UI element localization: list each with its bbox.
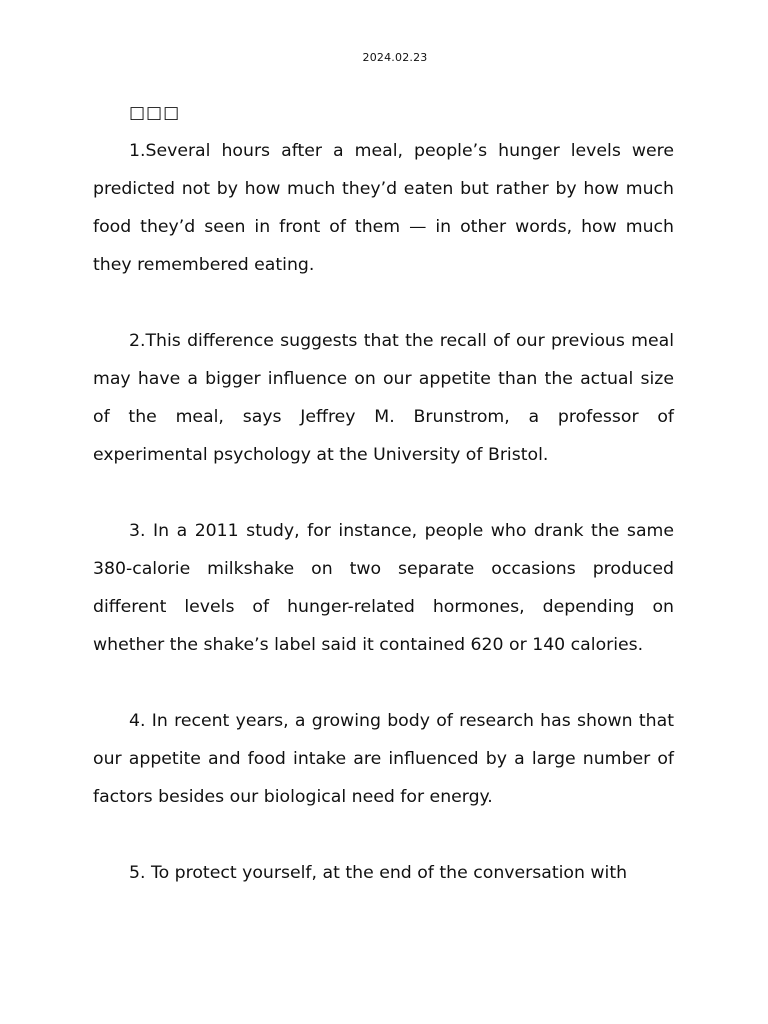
section-heading: □□□ bbox=[129, 103, 181, 123]
paragraph-5: 5. To protect yourself, at the end of the conversation with bbox=[129, 863, 628, 883]
header-date: 2024.02.23 bbox=[362, 51, 428, 64]
paragraph-2: 2.This difference suggests that the recall of our previous meal may have a bigger influence on our appetite than the actual size of the meal, says Jeffrey M. Brunstrom, a professor of experimental psychology at the University of Bristol. bbox=[93, 331, 674, 465]
paragraph-1: 1.Several hours after a meal, people’s hunger levels were predicted not by how much they’d eaten but rather by how much food they’d seen in front of them — in other words, how much they remembered eating. bbox=[93, 141, 674, 275]
paragraph-4: 4. In recent years, a growing body of research has shown that our appetite and food intake are influenced by a large number of factors besides our biological need for energy. bbox=[93, 711, 674, 807]
document-body bbox=[93, 94, 674, 892]
paragraph-3: 3. In a 2011 study, for instance, people who drank the same 380-calorie milkshake on two separate occasions produced different levels of hunger-related hormones, depending on whether the shake’s label said it contained 620 or 140 calories. bbox=[93, 521, 674, 655]
